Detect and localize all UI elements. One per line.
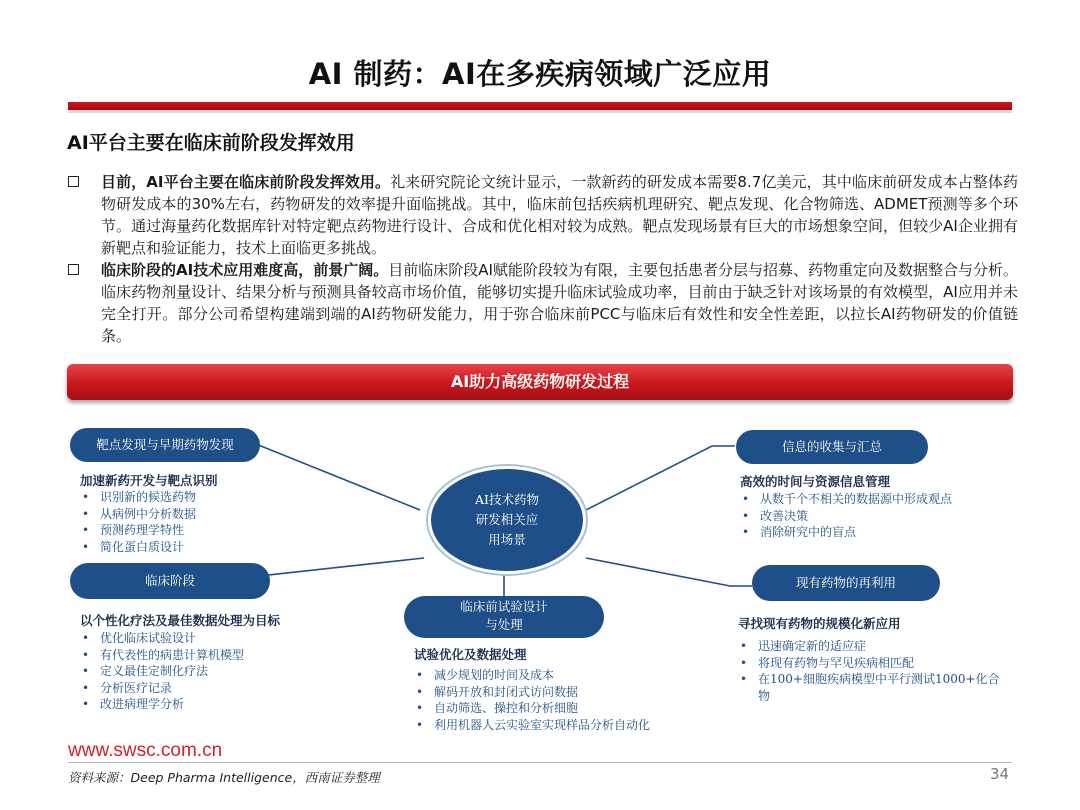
- heading-target-discovery: 加速新药开发与靶点识别: [80, 473, 218, 488]
- connector-repurpose: [586, 558, 752, 586]
- connector-target: [230, 444, 420, 510]
- bullet-1-lead: 目前，AI平台主要在临床前阶段发挥效用。: [101, 173, 391, 191]
- connector-info: [586, 446, 735, 510]
- list-drug-repurposing: [738, 638, 1010, 704]
- list-preclinical-design: [414, 667, 650, 733]
- center-line-1: AI技术药物: [475, 492, 539, 507]
- footer-website-link[interactable]: www.swsc.com.cn: [68, 740, 223, 761]
- list-clinical-stage: [80, 630, 244, 713]
- list-item: • 从数千个不相关的数据源中形成观点: [742, 492, 953, 506]
- bullet-1-text: 礼来研究院论文统计显示，一款新药的研发成本需要8.7亿美元，其中临床前研发成本占整体药物研发成本的30%左右，药物研发的效率提升面临挑战。其中，临床前包括疾病机理研究、靶点发现、化合物筛选、ADMET预测等多个环节。通过海量药化数据库针对特定靶点药物进行设计、合成和优化相对较为成熟。靶点发现场景有巨大的市场想象空间，但较少AI企业拥有新靶点和验证能力，技术上面临更多挑战。: [101, 173, 1018, 257]
- page-title: AI 制药：AI在多疾病领域广泛应用: [308, 57, 772, 91]
- diagram-banner: AI助力高级药物研发过程: [67, 364, 1013, 400]
- list-item: • 有代表性的病患计算机模型: [82, 647, 245, 662]
- list-item: • 识别新的候选药物: [82, 490, 197, 504]
- pill-info-collection: 信息的收集与汇总: [736, 430, 928, 464]
- center-line-3: 用场景: [488, 532, 526, 547]
- list-item: • 利用机器人云实验室实现样品分析自动化: [416, 717, 651, 732]
- list-item: • 从病例中分析数据: [82, 506, 197, 521]
- list-item: • 将现有药物与罕见疾病相匹配: [740, 655, 915, 670]
- list-item: • 在100+细胞疾病模型中平行测试1000+化合物: [740, 672, 1000, 703]
- list-item: • 优化临床试验设计: [82, 631, 197, 645]
- footer-source-note: 资料来源：Deep Pharma Intelligence，西南证券整理: [68, 770, 380, 785]
- center-line-2: 研发相关应: [475, 512, 539, 527]
- list-item: • 改进病理学分析: [82, 697, 185, 711]
- list-item: • 迅速确定新的适应症: [740, 639, 867, 653]
- list-target-discovery: [80, 489, 196, 555]
- list-item: • 预测药理学特性: [82, 523, 185, 537]
- list-item: • 简化蛋白质设计: [82, 539, 185, 554]
- pill-target-discovery: 靶点发现与早期药物发现: [70, 428, 260, 462]
- list-item: • 解码开放和封闭式访问数据: [416, 684, 579, 699]
- list-item: • 改善决策: [742, 508, 809, 523]
- footer-divider: [68, 762, 1012, 763]
- list-item: • 消除研究中的盲点: [742, 525, 857, 539]
- pill-preclinical-line-2: 与处理: [485, 617, 523, 632]
- heading-drug-repurposing: 寻找现有药物的规模化新应用: [738, 616, 901, 631]
- pill-drug-repurposing: 现有药物的再利用: [752, 565, 940, 601]
- center-ai-scenarios-node: [428, 466, 586, 574]
- section-subtitle: AI平台主要在临床前阶段发挥效用: [67, 132, 355, 154]
- pill-preclinical-design: [404, 596, 604, 638]
- list-item: • 自动筛选、操控和分析细胞: [416, 701, 579, 715]
- heading-info-collection: 高效的时间与资源信息管理: [740, 474, 891, 489]
- heading-clinical-stage: 以个性化疗法及最佳数据处理为目标: [80, 613, 281, 628]
- pill-clinical-stage: 临床阶段: [70, 563, 270, 599]
- list-info-collection: [740, 491, 952, 541]
- list-item: • 定义最佳定制化疗法: [82, 664, 209, 678]
- list-item: • 减少规划的时间及成本: [416, 668, 555, 682]
- bullet-2-lead: 临床阶段的AI技术应用难度高，前景广阔。: [101, 261, 389, 279]
- bullet-2-text: 目前临床阶段AI赋能阶段较为有限，主要包括患者分层与招募、药物重定向及数据整合与分析。临床药物剂量设计、结果分析与预测具备较高市场价值，能够切实提升临床试验成功率，目前由于缺乏针对该场景的有效模型，AI应用并未完全打开。部分公司希望构建端到端的AI药物研发能力，用于弥合临床前PCC与临床后有效性和安全性差距，以拉长AI药物研发的价值链条。: [101, 261, 1018, 345]
- heading-preclinical-design: 试验优化及数据处理: [414, 647, 527, 662]
- pill-preclinical-line-1: 临床前试验设计: [460, 599, 548, 614]
- list-item: • 分析医疗记录: [82, 680, 173, 695]
- page-number: 34: [990, 765, 1010, 783]
